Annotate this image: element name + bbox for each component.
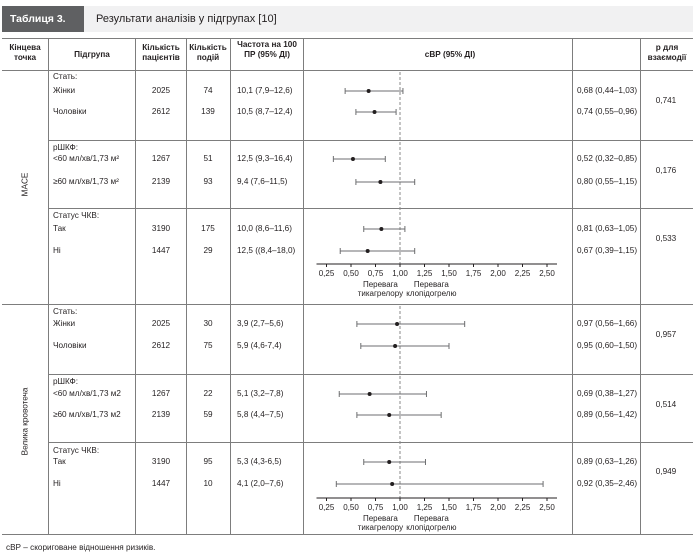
favors-clopidogrel-label: клопідогрелю [406, 523, 457, 532]
patients-count: 2025 [151, 86, 171, 95]
event-rate: 12,5 ((8,4–18,0) [237, 246, 296, 255]
endpoint-label-mace: MACE [20, 172, 30, 197]
table-number-badge: Таблиця 3. [2, 6, 84, 32]
patients-count: 2612 [151, 341, 171, 350]
events-count: 74 [203, 86, 213, 95]
event-rate: 12,5 (9,3–16,4) [237, 154, 293, 163]
events-count: 30 [203, 319, 213, 328]
x-tick-label: 1,50 [441, 503, 457, 512]
x-tick-label: 2,50 [539, 503, 555, 512]
subgroup-label: Чоловіки [53, 107, 87, 116]
hr-point [351, 157, 355, 161]
favors-ticagrelor-label: тикагрелору [357, 289, 404, 298]
x-tick-label: 0,25 [318, 503, 335, 512]
patients-count: 3190 [151, 224, 171, 233]
events-count: 22 [203, 389, 213, 398]
subgroup-heading: рШКФ: [53, 143, 79, 152]
patients-count: 1447 [151, 246, 171, 255]
event-rate: 5,1 (3,2–7,8) [237, 389, 284, 398]
hazard-ratio-text: 0,52 (0,32–0,85) [576, 154, 638, 163]
subgroup-heading: Статус ЧКВ: [53, 211, 100, 220]
subgroup-heading: Стать: [53, 72, 78, 81]
hr-point [378, 180, 382, 184]
favors-clopidogrel-label: Перевага [413, 514, 449, 523]
subgroup-label: Так [53, 457, 66, 466]
hazard-ratio-text: 0,68 (0,44–1,03) [576, 86, 638, 95]
p-interaction-value: 0,514 [655, 400, 677, 409]
favors-ticagrelor-label: Перевага [362, 514, 398, 523]
event-rate: 5,8 (4,4–7,5) [237, 410, 284, 419]
favors-ticagrelor-label: Перевага [362, 280, 398, 289]
event-rate: 4,1 (2,0–7,6) [237, 479, 284, 488]
favors-ticagrelor-label: тикагрелору [357, 523, 404, 532]
x-tick-label: 2,00 [490, 269, 506, 278]
hazard-ratio-text: 0,69 (0,38–1,27) [576, 389, 638, 398]
subgroup-heading: Статус ЧКВ: [53, 446, 100, 455]
hazard-ratio-text: 0,92 (0,35–2,46) [576, 479, 638, 488]
subgroup-label: Жінки [53, 319, 76, 328]
events-count: 10 [203, 479, 213, 488]
x-tick-label: 2,50 [539, 269, 555, 278]
event-rate: 10,0 (8,6–11,6) [237, 224, 292, 233]
patients-count: 2139 [151, 410, 171, 419]
x-tick-label: 2,25 [514, 503, 531, 512]
p-interaction-value: 0,176 [655, 166, 677, 175]
p-interaction-value: 0,533 [655, 234, 677, 243]
favors-clopidogrel-label: клопідогрелю [406, 289, 457, 298]
hr-point [393, 344, 397, 348]
endpoint-label-major-bleeding: Велика кровотеча [20, 387, 30, 456]
hr-point [387, 413, 391, 417]
hr-point [367, 89, 371, 93]
table-caption: Результати аналізів у підгрупах [10] [96, 13, 277, 25]
x-tick-label: 1,25 [416, 503, 433, 512]
patients-count: 1267 [151, 154, 171, 163]
event-rate: 10,5 (8,7–12,4) [237, 107, 293, 116]
event-rate: 10,1 (7,9–12,6) [237, 86, 293, 95]
events-count: 93 [203, 177, 213, 186]
p-interaction-value: 0,949 [655, 467, 677, 476]
hazard-ratio-text: 0,74 (0,55–0,96) [576, 107, 638, 116]
subgroup-label: ≥60 мл/хв/1,73 м² [53, 177, 119, 186]
hr-point [390, 482, 394, 486]
x-tick-label: 0,75 [367, 503, 384, 512]
subgroup-label: <60 мл/хв/1,73 м2 [53, 389, 121, 398]
subgroup-label: Чоловіки [53, 341, 87, 350]
x-tick-label: 1,75 [465, 269, 482, 278]
hr-point [395, 322, 399, 326]
patients-count: 2139 [151, 177, 171, 186]
x-tick-label: 2,25 [514, 269, 531, 278]
events-count: 95 [203, 457, 213, 466]
subgroup-heading: рШКФ: [53, 377, 79, 386]
x-tick-label: 0,50 [343, 503, 359, 512]
events-count: 29 [203, 246, 213, 255]
x-tick-label: 1,00 [392, 503, 408, 512]
hazard-ratio-text: 0,89 (0,63–1,26) [576, 457, 638, 466]
hr-point [366, 249, 370, 253]
patients-count: 2612 [151, 107, 171, 116]
hazard-ratio-text: 0,81 (0,63–1,05) [576, 224, 638, 233]
header-p-interaction: р для взаємодії [647, 43, 687, 62]
events-count: 175 [201, 224, 215, 233]
hazard-ratio-text: 0,97 (0,56–1,66) [576, 319, 638, 328]
hazard-ratio-text: 0,80 (0,55–1,15) [576, 177, 638, 186]
x-tick-label: 0,25 [318, 269, 335, 278]
subgroup-label: Ні [53, 246, 61, 255]
hazard-ratio-text: 0,95 (0,60–1,50) [576, 341, 638, 350]
x-tick-label: 1,25 [416, 269, 433, 278]
header-rate: Частота на 100 ПР (95% ДІ) [237, 40, 297, 59]
patients-count: 3190 [151, 457, 171, 466]
x-tick-label: 0,50 [343, 269, 359, 278]
subgroup-label: Ні [53, 479, 61, 488]
events-count: 75 [203, 341, 213, 350]
hr-point [379, 227, 383, 231]
header-patients: Кількість пацієнтів [142, 43, 180, 62]
event-rate: 3,9 (2,7–5,6) [237, 319, 284, 328]
x-tick-label: 2,00 [490, 503, 506, 512]
event-rate: 9,4 (7,6–11,5) [237, 177, 288, 186]
subgroup-label: Жінки [53, 86, 76, 95]
header-hr: сВР (95% ДІ) [424, 50, 476, 59]
events-count: 139 [201, 107, 215, 116]
hr-point [368, 392, 372, 396]
favors-clopidogrel-label: Перевага [413, 280, 449, 289]
patients-count: 1267 [151, 389, 171, 398]
hazard-ratio-text: 0,89 (0,56–1,42) [576, 410, 638, 419]
x-tick-label: 1,75 [465, 503, 482, 512]
header-subgroup: Підгрупа [74, 50, 110, 59]
hr-point [387, 460, 391, 464]
subgroup-label: <60 мл/хв/1,73 м² [53, 154, 120, 163]
p-interaction-value: 0,741 [655, 96, 677, 105]
event-rate: 5,9 (4,6-7,4) [237, 341, 282, 350]
patients-count: 2025 [151, 319, 171, 328]
hr-point [373, 110, 377, 114]
event-rate: 5,3 (4,3-6,5) [237, 457, 282, 466]
subgroup-label: ≥60 мл/хв/1,73 м2 [53, 410, 121, 419]
events-count: 59 [203, 410, 213, 419]
footnote: сВР – скориговане відношення ризиків. [6, 543, 156, 552]
header-endpoint: Кінцева точка [9, 43, 41, 62]
x-tick-label: 1,00 [392, 269, 408, 278]
hazard-ratio-text: 0,67 (0,39–1,15) [576, 246, 638, 255]
subgroup-label: Так [53, 224, 66, 233]
header-events: Кількість подій [189, 43, 227, 62]
p-interaction-value: 0,957 [655, 330, 677, 339]
x-tick-label: 1,50 [441, 269, 457, 278]
patients-count: 1447 [151, 479, 171, 488]
events-count: 51 [203, 154, 213, 163]
subgroup-heading: Стать: [53, 307, 78, 316]
x-tick-label: 0,75 [367, 269, 384, 278]
